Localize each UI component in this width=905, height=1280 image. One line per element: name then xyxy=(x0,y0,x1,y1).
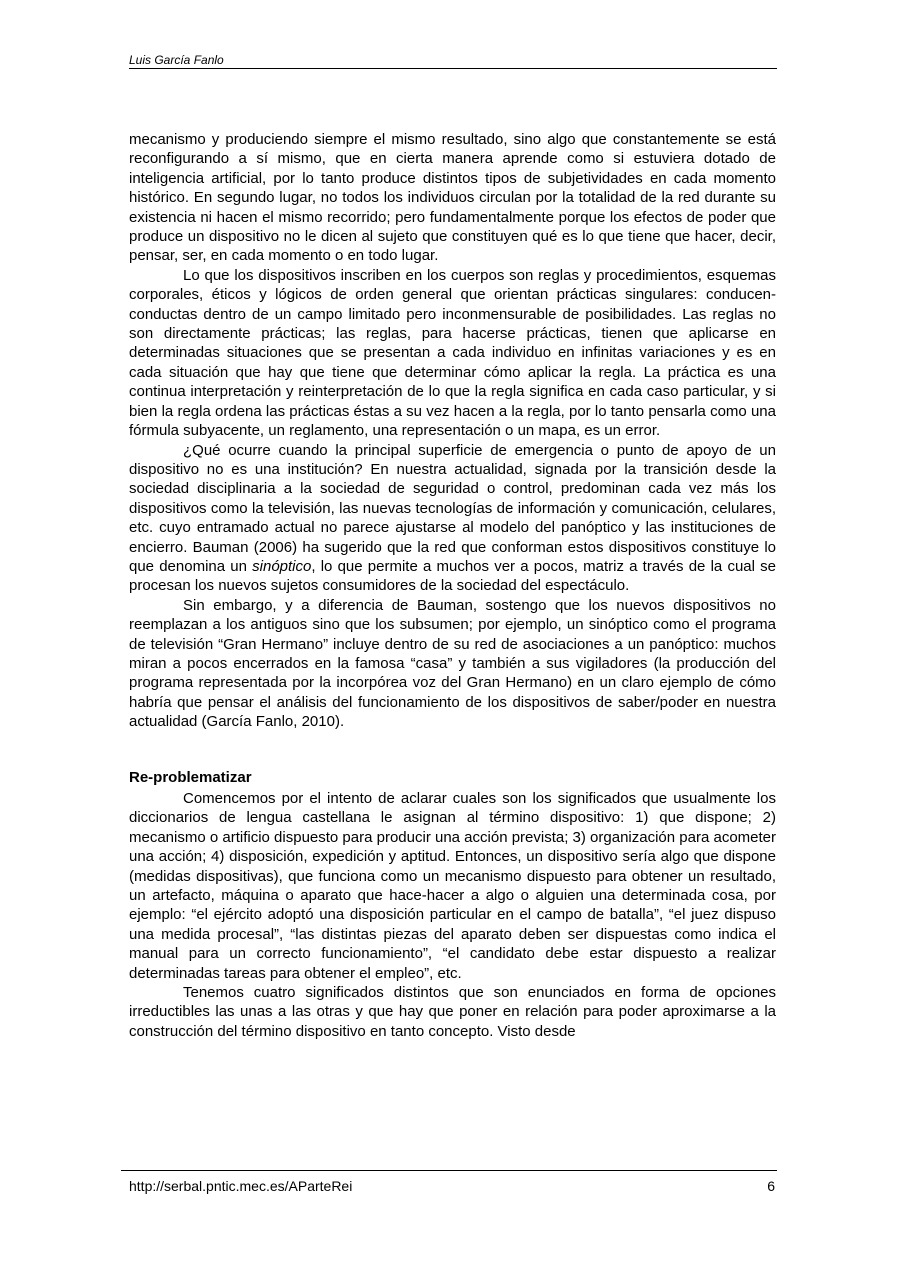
paragraph: Comencemos por el intento de aclarar cuales son los significados que usualmente los diccionarios de lengua castellana le asignan al término dispositivo: 1) que dispone; 2) mecanismo o artificio dispuesto para producir una acción prevista; 3) organización para acometer una acción; 4) disposición, expedición y aptitud. Entonces, un dispositivo sería algo que dispone (medidas dispositivas), que funciona como un mecanismo dispuesto para obtener un resultado, un artefacto, máquina o aparato que hace-hacer a algo o alguien una determinada cosa, por ejemplo: “el ejército adoptó una disposición particular en el campo de batalla”, “el juez dispuso una medida procesal”, “las distintas piezas del aparato deben ser dispuestas como indica el manual para un correcto funcionamiento”, “el candidato debe estar dispuesto a realizar determinadas tareas para obtener el empleo”, etc. xyxy=(129,790,776,982)
paragraph: mecanismo y produciendo siempre el mismo resultado, sino algo que constantemente se está reconfigurando a sí mismo, que en cierta manera aprende como si estuviera dotado de inteligencia artificial, por lo tanto produce distintos tipos de subjetividades en cada momento histórico. En segundo lugar, no todos los individuos circulan por la totalidad de la red durante su existencia ni hacen el mismo recorrido; pero fundamentalmente porque los efectos de poder que produce un dispositivo no le dicen al sujeto que constituyen qué es lo que tiene que hacer, decir, pensar, ser, en cada momento o en todo lugar. xyxy=(129,131,776,265)
paragraph: Sin embargo, y a diferencia de Bauman, sostengo que los nuevos dispositivos no reemplazan a los antiguos sino que los subsumen; por ejemplo, un sinóptico como el programa de televisión “Gran Hermano” incluye dentro de su red de asociaciones a un panóptico: muchos miran a pocos encerrados en la famosa “casa” y también a sus vigiladores (la producción del programa representada por la incorpórea voz del Gran Hermano) en un claro ejemplo de cómo habría que pensar el análisis del funcionamiento de los dispositivos de saber/poder en nuestra actualidad (García Fanlo, 2010). xyxy=(129,596,776,731)
header-author: Luis García Fanlo xyxy=(129,53,224,67)
page-footer xyxy=(121,1170,777,1194)
paragraph xyxy=(129,441,776,596)
page-number: 6 xyxy=(767,1178,775,1194)
paragraph: Tenemos cuatro significados distintos que son enunciados en forma de opciones irreductibles las unas a las otras y que hay que poner en relación para poder aproximarse a la construcción del término dispositivo en tanto concepto. Visto desde xyxy=(129,984,776,1040)
footer-url: http://serbal.pntic.mec.es/AParteRei xyxy=(129,1178,353,1194)
paragraph-text: ¿Qué ocurre cuando la principal superficie de emergencia o punto de apoyo de un dispositivo no es una institución? En nuestra actualidad, signada por la transición desde la sociedad disciplinaria a la sociedad de seguridad o control, predominan cada vez más los dispositivos como la televisión, las nuevas tecnologías de información y comunicación, celulares, etc. cuyo entramado actual no parece ajustarse al modelo del panóptico y las instituciones de encierro. Bauman (2006) ha sugerido que la red que conforman estos dispositivos constituye lo que denomina un xyxy=(129,441,776,575)
running-header xyxy=(129,53,777,69)
paragraph: Lo que los dispositivos inscriben en los cuerpos son reglas y procedimientos, esquemas corporales, éticos y lógicos de orden general que orientan prácticas singulares: conducen-conductas dentro de un campo limitado pero inconmensurable de posibilidades. Las reglas no son directamente prácticas; las reglas, para hacerse prácticas, tienen que aplicarse en determinadas situaciones que se presentan a cada individuo en infinitas variaciones y es en cada situación que hay que tiene que determinar cómo aplicar la regla. La práctica es una continua interpretación y reinterpretación de lo que la regla significa en cada caso particular, y si bien la regla ordena las prácticas éstas a su vez hacen a la regla, por lo tanto pensarla como una fórmula subyacente, un reglamento, una representación o un mapa, es un error. xyxy=(129,266,776,440)
section-heading: Re-problematizar xyxy=(129,768,252,786)
page-body xyxy=(129,130,776,1041)
paragraph-text: , lo que permite a muchos ver a pocos, matriz a través de la cual se procesan los nuevos sujetos consumidores de la sociedad del espectáculo. xyxy=(129,557,776,595)
italic-term: sinóptico xyxy=(252,557,312,575)
